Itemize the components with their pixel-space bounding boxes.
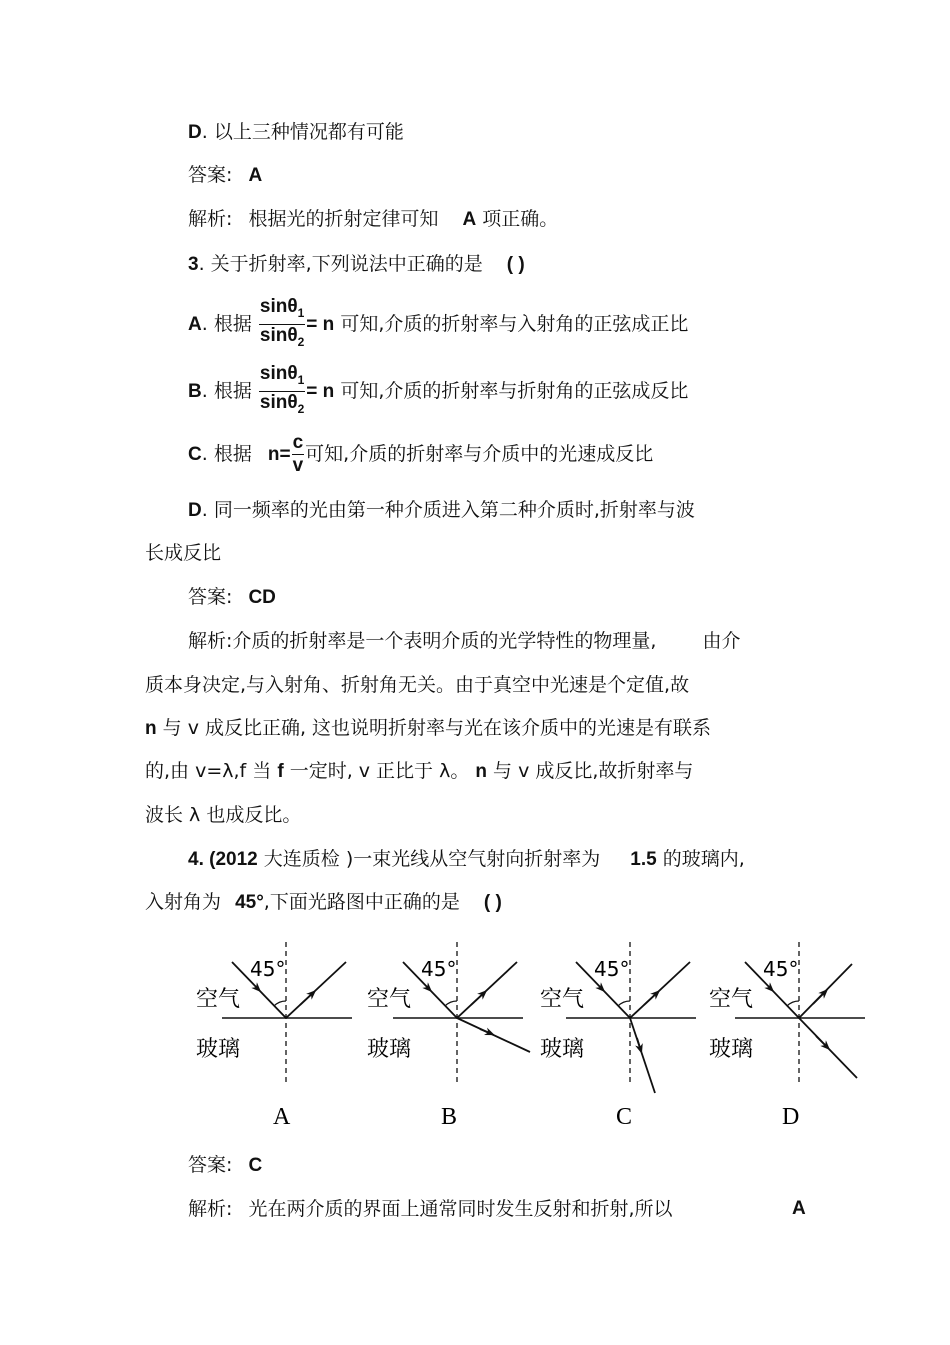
denominator: sinθ [259, 391, 298, 413]
numerator: sinθ [259, 363, 298, 384]
denominator: v [292, 455, 304, 476]
analysis-text: 波长 λ 也成反比。 [145, 804, 302, 826]
analysis-text: 介质的折射率是一个表明介质的光学特性的物理量, [232, 630, 657, 652]
analysis-text: 一定时, v 正比于 λ。 [289, 760, 470, 782]
denominator-sub: 2 [297, 334, 305, 349]
angle-label: 45° [250, 957, 286, 981]
answer-value: C [248, 1155, 263, 1176]
answer-parentheses: ( ) [483, 892, 502, 913]
diagram-c [540, 942, 696, 1130]
option-letter: A [188, 313, 202, 335]
option-text: 可知,介质的折射率与入射角的正弦成正比 [340, 312, 689, 335]
option-text: 长成反比 [145, 542, 222, 564]
question-number: 3 [188, 254, 199, 275]
question-text: ,下面光路图中正确的是 [263, 891, 460, 913]
option-letter: D [188, 500, 202, 521]
q4-analysis-tail: A [792, 1198, 806, 1219]
air-label: 空气 [540, 987, 585, 1012]
q3-analysis-line-4 [145, 758, 693, 785]
analysis-label: 解析: [188, 630, 233, 652]
q3-option-d [188, 497, 695, 524]
diagram-label: D [782, 1104, 800, 1130]
analysis-text: 的,由 v=λ,f 当 [145, 760, 272, 782]
light-path-diagrams [0, 930, 950, 1135]
answer-value: CD [248, 587, 276, 608]
option-text: . 同一频率的光由第一种介质进入第二种介质时,折射率与波 [201, 499, 695, 521]
q3-stem [188, 251, 525, 278]
analysis-bold: A [462, 209, 477, 230]
analysis-label: 解析: [188, 208, 233, 230]
q4-answer [188, 1152, 262, 1179]
q2-answer [188, 162, 262, 189]
diagram-b [367, 942, 530, 1130]
numerator-sub: 1 [297, 305, 305, 320]
glass-label: 玻璃 [196, 1037, 241, 1062]
question-source: . (2012 [198, 849, 258, 870]
numerator: sinθ [259, 296, 298, 317]
diagram-d [709, 942, 865, 1130]
angle-value: 45° [235, 892, 264, 913]
option-prefix: . 根据 [201, 379, 252, 402]
option-text: 可知,介质的折射率与介质中的光速成反比 [305, 443, 654, 465]
option-prefix: . 根据 [201, 312, 252, 335]
question-number: 4 [188, 849, 199, 870]
option-letter: D [188, 122, 202, 143]
q3-analysis-line-1 [188, 628, 741, 654]
answer-label: 答案: [188, 1154, 233, 1176]
q2-analysis [188, 206, 558, 233]
q3-option-b [188, 363, 688, 420]
q3-analysis-line-5 [145, 802, 301, 828]
q4-stem-line-2 [145, 889, 502, 916]
answer-label: 答案: [188, 164, 233, 186]
denominator: sinθ [259, 324, 298, 346]
question-text: . 关于折射率,下列说法中正确的是 [198, 253, 483, 275]
air-label: 空气 [367, 987, 412, 1012]
diagram-label: B [441, 1104, 458, 1130]
air-label: 空气 [196, 987, 241, 1012]
diagram-label: C [616, 1104, 633, 1130]
analysis-text: 质本身决定,与入射角、折射角无关。由于真空中光速是个定值,故 [145, 674, 690, 696]
answer-label: 答案: [188, 586, 233, 608]
option-letter: B [188, 380, 202, 402]
diagram-label: A [273, 1104, 291, 1130]
formula-lhs: n= [267, 444, 291, 465]
q3-analysis-line-2 [145, 672, 689, 698]
analysis-text: 项正确。 [482, 208, 559, 230]
analysis-text: 根据光的折射定律可知 [248, 208, 439, 230]
air-label: 空气 [709, 987, 754, 1012]
fraction [292, 432, 305, 477]
fraction [259, 363, 305, 420]
analysis-label: 解析: [188, 1198, 233, 1220]
numerator: c [292, 432, 304, 453]
q2-option-d [188, 119, 404, 146]
q4-analysis [188, 1196, 673, 1222]
symbol-f: f [277, 761, 284, 782]
q3-answer [188, 584, 276, 611]
analysis-text: 光在两介质的界面上通常同时发生反射和折射,所以 [248, 1198, 673, 1220]
equals-n: = n [306, 313, 335, 335]
option-prefix: . 根据 [201, 443, 252, 465]
angle-label: 45° [594, 957, 630, 981]
fraction [259, 296, 305, 353]
q3-option-d-continued [145, 540, 221, 566]
q3-option-c [188, 431, 653, 478]
analysis-text: 与 v 成反比,故折射率与 [493, 760, 694, 782]
glass-label: 玻璃 [540, 1037, 585, 1062]
q3-option-a [188, 296, 688, 353]
symbol-n: n [475, 761, 487, 782]
question-text: 入射角为 [145, 891, 222, 913]
symbol-n: n [145, 718, 157, 739]
question-text: 的玻璃内, [662, 848, 745, 870]
answer-value: A [248, 165, 263, 186]
question-text: 大连质检 )一束光线从空气射向折射率为 [263, 848, 601, 870]
denominator-sub: 2 [297, 401, 305, 416]
numerator-sub: 1 [297, 372, 305, 387]
diagram-a [196, 942, 352, 1130]
answer-parentheses: ( ) [506, 254, 525, 275]
equals-n: = n [306, 380, 335, 402]
q4-stem-line-1 [188, 846, 745, 873]
glass-label: 玻璃 [709, 1037, 754, 1062]
option-text: 可知,介质的折射率与折射角的正弦成反比 [340, 379, 689, 402]
angle-label: 45° [763, 957, 799, 981]
index-value: 1.5 [630, 849, 657, 870]
glass-label: 玻璃 [367, 1037, 412, 1062]
analysis-text: 由介 [702, 630, 741, 652]
option-letter: C [188, 444, 202, 465]
analysis-text: 与 v 成反比正确, 这也说明折射率与光在该介质中的光速是有联系 [162, 717, 712, 739]
angle-label: 45° [421, 957, 457, 981]
q3-analysis-line-3 [145, 715, 711, 742]
option-text: . 以上三种情况都有可能 [201, 121, 404, 143]
